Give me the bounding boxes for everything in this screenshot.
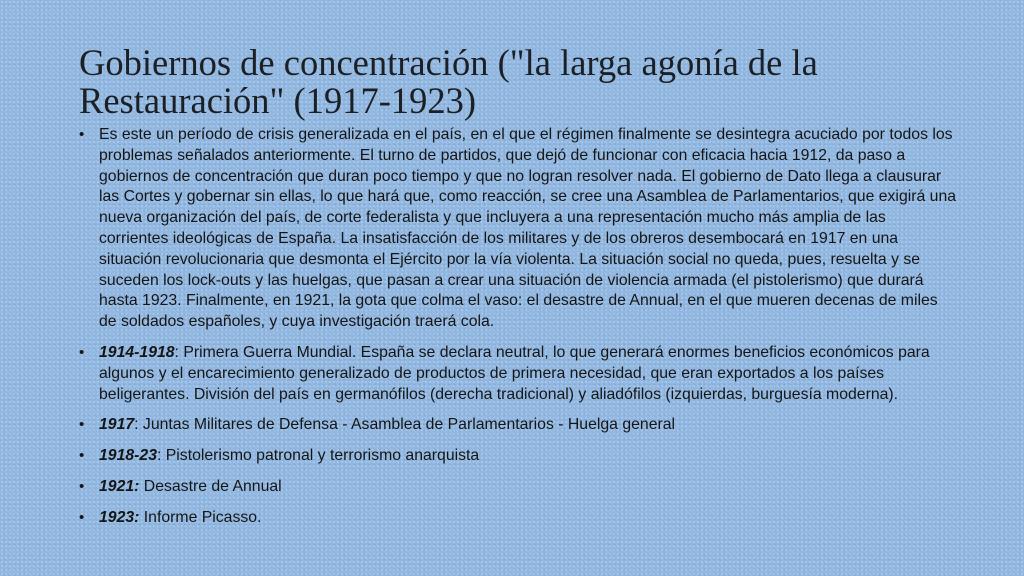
event-date: 1921:: [99, 477, 140, 495]
event-date: 1923:: [99, 508, 140, 526]
slide-title: Gobiernos de concentración ("la larga agonía de la Restauración" (1917-1923): [79, 42, 818, 121]
event-text: Desastre de Annual: [139, 477, 282, 495]
list-item: [79, 415, 959, 436]
bullet-icon: •: [79, 343, 85, 361]
event-text: : Pistolerismo patronal y terrorismo anarquista: [156, 447, 480, 465]
bullet-icon: •: [79, 126, 85, 143]
event-date: 1917: [99, 416, 135, 434]
event-text: : Primera Guerra Mundial. España se declara neutral, lo que generará enormes beneficios económicos para algunos y el encarecimiento generalizado de productos de primera necesidad, que eran exportados a los países beligerantes. División del país en germanófilos (derecha tradicional) y aliadófilos (izquierdas, burguesía moderna).: [99, 343, 930, 403]
bullet-icon: •: [79, 447, 85, 465]
list-item: [79, 446, 959, 467]
event-text: : Juntas Militares de Defensa - Asamblea de Parlamentarios - Huelga general: [134, 416, 676, 434]
bullet-icon: •: [79, 416, 85, 434]
event-date: 1918-23: [99, 447, 157, 465]
intro-paragraph: Es este un período de crisis generalizada en el país, en el que el régimen finalmente se desintegra acuciado por todos los problemas señalados anteriormente. El turno de partidos, que dejó de funcionar con eficacia hacia 1912, da paso a gobiernos de concentración que duran poco tiempo y que no logran resolver nada. El gobierno de Dato llega a clausurar las Cortes y gobernar sin ellas, lo que hará que, como reacción, se cree una Asamblea de Parlamentarios, que exigirá una nueva organización del país, de corte federalista y que incluyera a una representación mucho más amplia de las corrientes ideológicas de España. La insatisfacción de los militares y de los obreros desembocará en 1917 en una situación revolucionaria que desmonta el Ejército por la vía violenta. La situación social no queda, pues, resuelta y se suceden los lock-outs y las huelgas, que pasan a crear una situación de violencia armada (el pistolerismo) que durará hasta 1923. Finalmente, en 1921, la gota que colma el vaso: el desastre de Annual, en el que mueren decenas de miles de soldados españoles, y cuya investigación traerá cola.: [99, 126, 957, 331]
bullet-list: [79, 125, 959, 539]
event-text: Informe Picasso.: [139, 508, 262, 526]
bullet-icon: •: [79, 508, 85, 526]
list-item: [79, 125, 959, 333]
bullet-icon: •: [79, 477, 85, 495]
list-item: [79, 508, 959, 529]
list-item: [79, 343, 959, 405]
event-date: 1914-1918: [99, 343, 175, 361]
list-item: [79, 477, 959, 498]
